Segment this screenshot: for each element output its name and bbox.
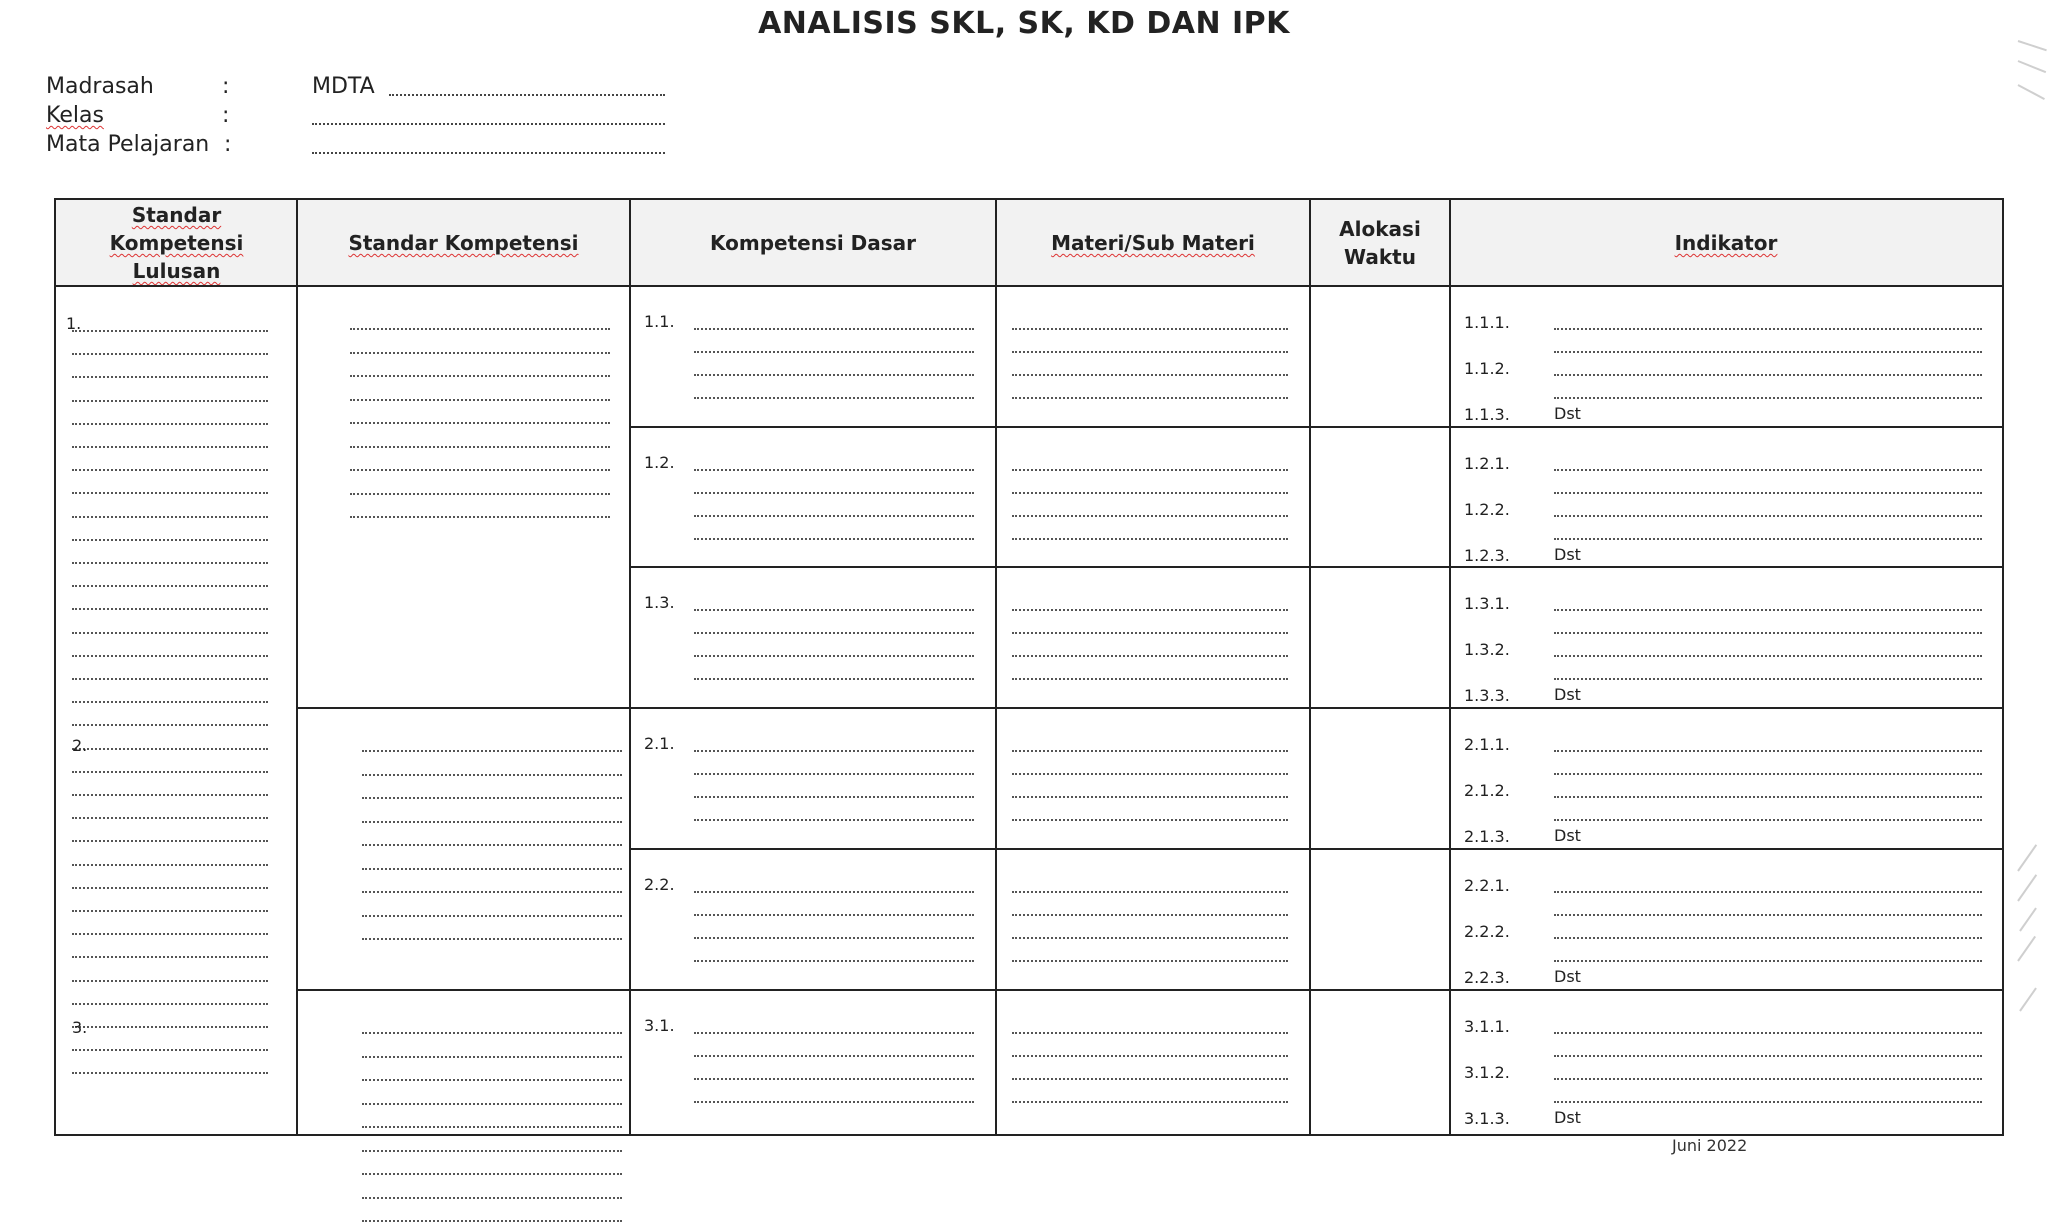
indikator-number: 3.1.3.: [1464, 1109, 1510, 1128]
skl-fill-line: [72, 492, 268, 494]
materi-fill-line: [1012, 469, 1288, 471]
skl-fill-line: [72, 423, 268, 425]
skl-fill-line: [72, 376, 268, 378]
indikator-number: 2.1.1.: [1464, 735, 1510, 754]
madrasah-fill-line: [389, 94, 665, 96]
skl-fill-line: [72, 330, 268, 332]
materi-fill-line: [1012, 796, 1288, 798]
skl-fill-line: [72, 933, 268, 935]
skl-fill-line: [72, 608, 268, 610]
skl-fill-line: [72, 701, 268, 703]
indikator-number: 2.1.3.: [1464, 827, 1510, 846]
decorative-stroke: [2017, 874, 2037, 901]
skl-fill-line: [72, 817, 268, 819]
skl-fill-line: [72, 887, 268, 889]
kd-number: 1.3.: [644, 593, 675, 612]
materi-fill-line: [1012, 819, 1288, 821]
kd-fill-line: [694, 397, 974, 399]
sk-group-divider: [297, 989, 630, 991]
kd-fill-line: [694, 609, 974, 611]
header-divider: [56, 285, 2002, 287]
kd-fill-line: [694, 492, 974, 494]
sk-fill-line: [362, 891, 622, 893]
kd-fill-line: [694, 914, 974, 916]
row-divider: [630, 426, 2002, 428]
sk-fill-line: [362, 774, 622, 776]
materi-fill-line: [1012, 328, 1288, 330]
indikator-number: 1.1.3.: [1464, 405, 1510, 424]
materi-fill-line: [1012, 1055, 1288, 1057]
indikator-fill-line: [1554, 492, 1982, 494]
materi-fill-line: [1012, 609, 1288, 611]
kd-fill-line: [694, 773, 974, 775]
dst-label: Dst: [1554, 1108, 1581, 1127]
skl-fill-line: [72, 1072, 268, 1074]
header-indikator: Indikator: [1450, 200, 2002, 286]
materi-fill-line: [1012, 351, 1288, 353]
decorative-stroke: [2019, 987, 2037, 1011]
sk-fill-line: [350, 469, 610, 471]
skl-fill-line: [72, 748, 268, 750]
kd-number: 2.1.: [644, 734, 675, 753]
skl-fill-line: [72, 1026, 268, 1028]
materi-fill-line: [1012, 1101, 1288, 1103]
indikator-fill-line: [1554, 750, 1982, 752]
indikator-number: 1.1.2.: [1464, 359, 1510, 378]
skl-fill-line: [72, 632, 268, 634]
kd-fill-line: [694, 351, 974, 353]
column-divider: [1449, 200, 1451, 1134]
indikator-fill-line: [1554, 515, 1982, 517]
meta-colon: :: [222, 103, 230, 128]
sk-fill-line: [362, 844, 622, 846]
dst-label: Dst: [1554, 404, 1581, 423]
skl-fill-line: [72, 539, 268, 541]
materi-fill-line: [1012, 960, 1288, 962]
indikator-fill-line: [1554, 1032, 1982, 1034]
materi-fill-line: [1012, 538, 1288, 540]
indikator-number: 1.1.1.: [1464, 313, 1510, 332]
kd-fill-line: [694, 891, 974, 893]
header-materi: Materi/Sub Materi: [996, 200, 1310, 286]
decorative-stroke: [2017, 844, 2037, 871]
kd-number: 3.1.: [644, 1016, 675, 1035]
materi-fill-line: [1012, 374, 1288, 376]
skl-fill-line: [72, 562, 268, 564]
materi-fill-line: [1012, 891, 1288, 893]
skl-fill-line: [72, 1049, 268, 1051]
indikator-number: 2.2.1.: [1464, 876, 1510, 895]
kd-fill-line: [694, 750, 974, 752]
kelas-fill-line: [312, 123, 665, 125]
kd-fill-line: [694, 515, 974, 517]
skl-fill-line: [72, 910, 268, 912]
footer-date: Juni 2022: [1672, 1136, 1748, 1155]
sk-fill-line: [350, 516, 610, 518]
indikator-number: 1.2.2.: [1464, 500, 1510, 519]
skl-fill-line: [72, 980, 268, 982]
skl-fill-line: [72, 585, 268, 587]
sk-fill-line: [362, 1197, 622, 1199]
dst-label: Dst: [1554, 826, 1581, 845]
indikator-fill-line: [1554, 960, 1982, 962]
indikator-fill-line: [1554, 397, 1982, 399]
indikator-fill-line: [1554, 678, 1982, 680]
indikator-fill-line: [1554, 632, 1982, 634]
indikator-fill-line: [1554, 819, 1982, 821]
sk-fill-line: [350, 328, 610, 330]
sk-fill-line: [362, 915, 622, 917]
materi-fill-line: [1012, 397, 1288, 399]
kd-fill-line: [694, 538, 974, 540]
sk-group-divider: [297, 707, 630, 709]
indikator-number: 1.3.3.: [1464, 686, 1510, 705]
decorative-stroke: [2018, 84, 2045, 100]
sk-fill-line: [362, 1056, 622, 1058]
madrasah-label: Madrasah: [46, 74, 154, 99]
sk-fill-line: [350, 493, 610, 495]
indikator-fill-line: [1554, 891, 1982, 893]
decorative-stroke: [2017, 936, 2036, 962]
madrasah-value: MDTA: [312, 74, 375, 99]
sk-fill-line: [362, 1173, 622, 1175]
sk-fill-line: [362, 797, 622, 799]
indikator-fill-line: [1554, 1055, 1982, 1057]
indikator-fill-line: [1554, 351, 1982, 353]
skl-fill-line: [72, 446, 268, 448]
materi-fill-line: [1012, 1078, 1288, 1080]
kelas-label: Kelas: [46, 103, 104, 128]
kd-fill-line: [694, 796, 974, 798]
row-divider: [630, 566, 2002, 568]
indikator-number: 3.1.1.: [1464, 1017, 1510, 1036]
row-divider: [630, 989, 2002, 991]
kd-fill-line: [694, 632, 974, 634]
kd-fill-line: [694, 937, 974, 939]
sk-number: 1.: [66, 314, 82, 333]
materi-fill-line: [1012, 1032, 1288, 1034]
decorative-stroke: [2019, 907, 2037, 931]
row-divider: [630, 848, 2002, 850]
sk-fill-line: [362, 1150, 622, 1152]
sk-fill-line: [362, 1032, 622, 1034]
skl-fill-line: [72, 400, 268, 402]
sk-fill-line: [362, 1103, 622, 1105]
indikator-fill-line: [1554, 655, 1982, 657]
column-divider: [629, 200, 631, 1134]
header-sk: Standar Kompetensi: [297, 200, 630, 286]
indikator-fill-line: [1554, 773, 1982, 775]
column-divider: [1309, 200, 1311, 1134]
skl-fill-line: [72, 353, 268, 355]
sk-fill-line: [362, 821, 622, 823]
indikator-number: 3.1.2.: [1464, 1063, 1510, 1082]
sk-fill-line: [350, 422, 610, 424]
row-divider: [630, 707, 2002, 709]
decorative-stroke: [2018, 60, 2047, 73]
kd-number: 1.1.: [644, 312, 675, 331]
indikator-fill-line: [1554, 1101, 1982, 1103]
sk-fill-line: [362, 750, 622, 752]
header-alokasi: Alokasi Waktu: [1310, 200, 1450, 286]
indikator-number: 1.2.3.: [1464, 546, 1510, 565]
kd-fill-line: [694, 328, 974, 330]
skl-fill-line: [72, 840, 268, 842]
indikator-number: 1.3.2.: [1464, 640, 1510, 659]
skl-fill-line: [72, 956, 268, 958]
materi-fill-line: [1012, 914, 1288, 916]
indikator-fill-line: [1554, 937, 1982, 939]
kd-fill-line: [694, 655, 974, 657]
materi-fill-line: [1012, 492, 1288, 494]
dst-label: Dst: [1554, 967, 1581, 986]
indikator-fill-line: [1554, 796, 1982, 798]
skl-fill-line: [72, 655, 268, 657]
materi-fill-line: [1012, 750, 1288, 752]
mapel-fill-line: [312, 152, 665, 154]
indikator-fill-line: [1554, 1078, 1982, 1080]
kd-fill-line: [694, 1078, 974, 1080]
mapel-label: Mata Pelajaran: [46, 132, 210, 157]
materi-fill-line: [1012, 678, 1288, 680]
kd-fill-line: [694, 1055, 974, 1057]
kd-number: 1.2.: [644, 453, 675, 472]
indikator-fill-line: [1554, 538, 1982, 540]
materi-fill-line: [1012, 773, 1288, 775]
skl-fill-line: [72, 794, 268, 796]
indikator-number: 2.1.2.: [1464, 781, 1510, 800]
skl-fill-line: [72, 771, 268, 773]
indikator-fill-line: [1554, 328, 1982, 330]
skl-fill-line: [72, 469, 268, 471]
decorative-stroke: [2018, 40, 2047, 51]
dst-label: Dst: [1554, 685, 1581, 704]
dst-label: Dst: [1554, 545, 1581, 564]
indikator-fill-line: [1554, 374, 1982, 376]
kd-fill-line: [694, 1032, 974, 1034]
column-divider: [296, 200, 298, 1134]
skl-fill-line: [72, 724, 268, 726]
sk-number: 3.: [72, 1018, 88, 1037]
page-title: ANALISIS SKL, SK, KD DAN IPK: [758, 6, 1290, 41]
skl-fill-line: [72, 678, 268, 680]
sk-fill-line: [350, 375, 610, 377]
indikator-number: 2.2.2.: [1464, 922, 1510, 941]
kd-fill-line: [694, 1101, 974, 1103]
meta-colon: :: [222, 74, 230, 99]
indikator-fill-line: [1554, 914, 1982, 916]
kd-fill-line: [694, 469, 974, 471]
sk-fill-line: [350, 446, 610, 448]
analysis-table: [54, 198, 2004, 1136]
indikator-fill-line: [1554, 609, 1982, 611]
materi-fill-line: [1012, 632, 1288, 634]
indikator-number: 1.2.1.: [1464, 454, 1510, 473]
indikator-number: 2.2.3.: [1464, 968, 1510, 987]
kd-fill-line: [694, 819, 974, 821]
skl-fill-line: [72, 516, 268, 518]
sk-fill-line: [350, 399, 610, 401]
kd-fill-line: [694, 678, 974, 680]
sk-fill-line: [362, 938, 622, 940]
column-divider: [995, 200, 997, 1134]
kd-number: 2.2.: [644, 875, 675, 894]
materi-fill-line: [1012, 655, 1288, 657]
materi-fill-line: [1012, 515, 1288, 517]
indikator-number: 1.3.1.: [1464, 594, 1510, 613]
meta-colon: :: [224, 132, 232, 157]
sk-fill-line: [350, 352, 610, 354]
sk-fill-line: [362, 868, 622, 870]
skl-fill-line: [72, 864, 268, 866]
kd-fill-line: [694, 960, 974, 962]
kd-fill-line: [694, 374, 974, 376]
header-skl: Standar Kompetensi Lulusan: [56, 200, 297, 286]
sk-fill-line: [362, 1126, 622, 1128]
sk-number: 2.: [72, 736, 88, 755]
materi-fill-line: [1012, 937, 1288, 939]
indikator-fill-line: [1554, 469, 1982, 471]
skl-fill-line: [72, 1003, 268, 1005]
sk-fill-line: [362, 1079, 622, 1081]
header-kd: Kompetensi Dasar: [630, 200, 996, 286]
